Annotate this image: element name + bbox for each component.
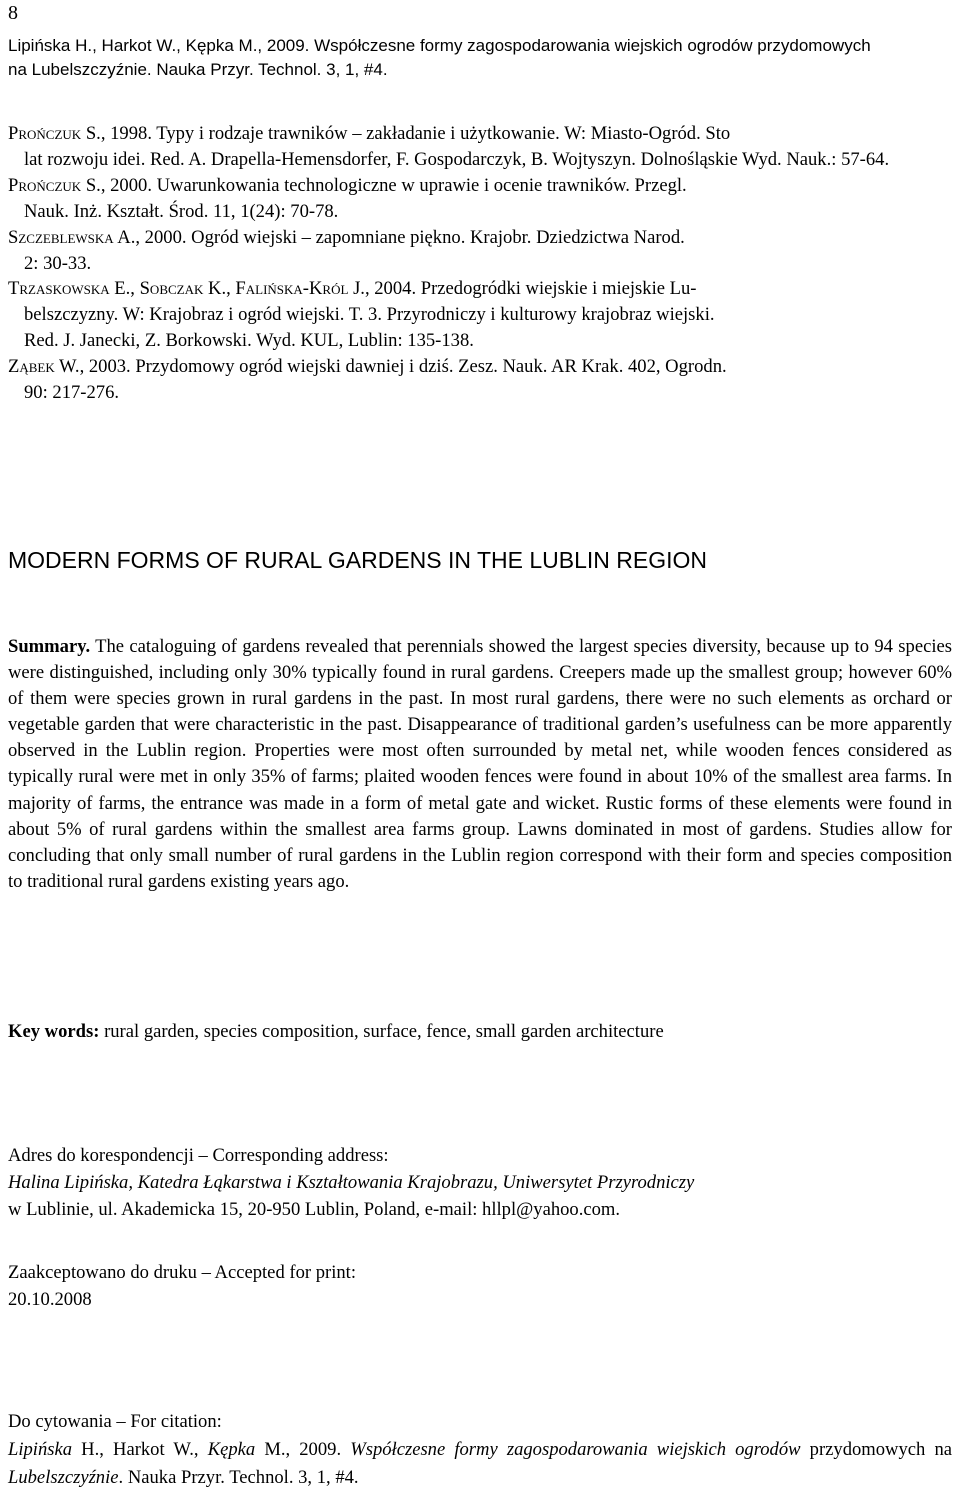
reference-text: , 2004. Przedogródki wiejskie i miejskie Lu-: [364, 278, 697, 300]
summary-text: The cataloguing of gardens revealed that perennials showed the largest species diversity, because up to 94 species were distinguished, including only 30% typically found in rural gardens. Creepers made up the smallest group; however 60% of them were species grown in rural gardens in the past. In most rural gardens, there were no such elements as orchard or vegetable garden that were characteristic in the past. Disappearance of traditional garden’s usefulness can be more apparently observed in the Lublin region. Properties were most often surrounded by metal net, while wooden fences considered as typically rural were met in only 35% of farms; plaited wooden fences were found in about 10% of the smallest area farms. In majority of farms, the entrance was made in a form of metal gate and wicket. Rustic forms of these elements were found in about 5% of rural gardens within the smallest area farms group. Lawns dominated in most of gardens. Studies allow for concluding that only small number of rural gardens in the Lublin region correspond with their form and species composition to traditional rural gardens existing years ago.: [8, 636, 952, 892]
accepted-for-print: [8, 1259, 952, 1313]
header-citation-line-2: na Lubelszczyźnie. Nauka Przyr. Technol. 3, 1, #4.: [8, 60, 388, 79]
keywords-label: Key words:: [8, 1021, 100, 1042]
address-street: w Lublinie, ul. Akademicka 15, 20-950 Lublin, Poland, e-mail: hllpl@yahoo.com.: [8, 1199, 621, 1220]
header-citation: [8, 34, 958, 82]
reference-item: [8, 354, 952, 406]
reference-item: [8, 276, 952, 354]
reference-author: Szczeblewska A.: [8, 226, 136, 248]
reference-text: , 2003. Przydomowy ogród wiejski dawniej i dziś. Zesz. Nauk. AR Krak. 402, Ogrodn.: [79, 356, 727, 378]
accepted-heading: Zaakceptowano do druku – Accepted for print:: [8, 1262, 356, 1283]
reference-author: Prończuk S.: [8, 123, 101, 144]
reference-continuation: Red. J. Janecki, Z. Borkowski. Wyd. KUL, Lublin: 135-138.: [24, 330, 474, 352]
citation-author-1: Lipińska: [8, 1439, 73, 1460]
citation-author-3: Kępka: [207, 1439, 256, 1460]
address-name-affiliation: Halina Lipińska, Katedra Łąkarstwa i Kształtowania Krajobrazu, Uniwersytet Przyrodniczy: [8, 1172, 695, 1193]
summary-paragraph: [8, 634, 952, 895]
page-number: 8: [8, 2, 18, 24]
reference-continuation: 2: 30-33.: [24, 252, 92, 274]
citation-heading: Do cytowania – For citation:: [8, 1411, 222, 1432]
accepted-date: 20.10.2008: [8, 1289, 92, 1310]
keywords-line: [8, 1019, 952, 1045]
reference-continuation: 90: 217-276.: [24, 382, 120, 404]
summary-label: Summary.: [8, 636, 91, 657]
citation-authors: H., Harkot W.,: [72, 1439, 208, 1460]
reference-continuation: lat rozwoju idei. Red. A. Drapella-Hemensdorfer, F. Gospodarczyk, B. Wojtyszyn. Dolnośląskie Wyd. Nauk.: 57-64.: [24, 148, 890, 170]
reference-text: , 1998. Typy i rodzaje trawników – zakładanie i użytkowanie. W: Miasto-Ogród. Sto: [100, 123, 731, 144]
reference-text: , 2000. Uwarunkowania technologiczne w uprawie i ocenie trawników. Przegl.: [100, 174, 687, 196]
citation-mid: przydomowych na: [800, 1439, 952, 1460]
reference-continuation: belszczyzny. W: Krajobraz i ogród wiejski. T. 3. Przyrodniczy i kulturowy krajobraz wiejski.: [24, 304, 715, 326]
citation-text: [8, 1436, 952, 1492]
citation-block: [8, 1408, 952, 1492]
correspondence-address: [8, 1142, 952, 1223]
header-citation-line-1: Lipińska H., Harkot W., Kępka M., 2009. Współczesne formy zagospodarowania wiejskich ogrodów przydomowych: [8, 36, 871, 55]
reference-author: Prończuk S.: [8, 174, 101, 196]
citation-journal: . Nauka Przyr. Technol. 3, 1, #4.: [118, 1467, 359, 1488]
reference-list: [8, 121, 952, 406]
reference-author: Ząbek W.: [8, 356, 80, 378]
reference-continuation: Nauk. Inż. Kształt. Środ. 11, 1(24): 70-78.: [24, 200, 339, 222]
address-heading: Adres do korespondencji – Corresponding address:: [8, 1145, 389, 1166]
reference-item: [8, 173, 952, 225]
reference-item: [8, 225, 952, 277]
citation-year: M., 2009.: [255, 1439, 351, 1460]
reference-item: [8, 121, 952, 173]
reference-author: Trzaskowska E., Sobczak K., Falińska-Król J.: [8, 278, 365, 300]
reference-text: , 2000. Ogród wiejski – zapomniane piękno. Krajobr. Dziedzictwa Narod.: [135, 226, 685, 248]
english-title: MODERN FORMS OF RURAL GARDENS IN THE LUBLIN REGION: [8, 547, 708, 573]
citation-region: Lubelszczyźnie: [8, 1467, 119, 1488]
keywords-text: rural garden, species composition, surface, fence, small garden architecture: [99, 1021, 664, 1042]
citation-title: Współczesne formy zagospodarowania wiejskich ogrodów: [350, 1439, 801, 1460]
